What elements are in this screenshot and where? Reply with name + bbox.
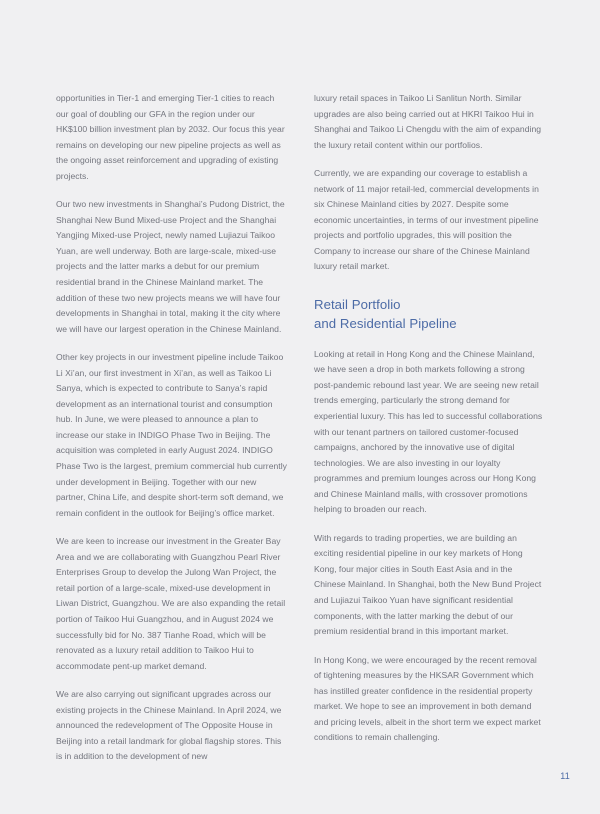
paragraph: We are also carrying out significant upgrades across our existing projects in the Chinese Mainland. In April 2024, we announced the redevelopment of The Opposite House in Beijing into a retail landmark for global flagship stores. This is in addition to the development of new xyxy=(56,689,282,762)
left-text-column xyxy=(56,91,288,765)
paragraph: With regards to trading properties, we are building an exciting residential pipeline in our key markets of Hong Kong, four major cities in South East Asia and in the Chinese Mainland. In Shanghai, both the New Bund Project and Lujiazui Taikoo Yuan have significant residential components, with the latter marking the debut of our premium residential brand in this important market. xyxy=(314,532,542,637)
paragraph: Currently, we are expanding our coverage to establish a network of 11 major retail-led, commercial developments in six Chinese Mainland cities by 2027. Despite some economic uncertainties, in terms of our investment pipeline projects and portfolio upgrades, this will position the Company to increase our share of the Chinese Mainland luxury retail market. xyxy=(314,168,539,272)
two-column-text-layout xyxy=(56,91,545,765)
section-heading-line-2: and Residential Pipeline xyxy=(314,316,457,332)
right-text-column xyxy=(314,91,545,765)
paragraph: opportunities in Tier-1 and emerging Tier-1 cities to reach our goal of doubling our GFA in the region under our HK$100 billion investment plan by 2032. Our focus this year remains on developing our new pipeline projects as well as the ongoing asset reinforcement and upgrading of existing projects. xyxy=(56,93,285,181)
paragraph: luxury retail spaces in Taikoo Li Sanlitun North. Similar upgrades are also being carried out at HKRI Taikoo Hui in Shanghai and Taikoo Li Chengdu with the aim of expanding the luxury retail content within our portfolios. xyxy=(314,93,542,150)
page-number: 11 xyxy=(560,771,570,781)
section-heading xyxy=(314,295,545,334)
section-heading-line-1: Retail Portfolio xyxy=(314,297,401,313)
paragraph: Looking at retail in Hong Kong and the Chinese Mainland, we have seen a drop in both markets following a strong post-pandemic rebound last year. We are seeing new retail trends emerging, particularly the strong demand for experiential luxury. This has led to successful collaborations with our tenant partners on tailored customer-focused campaigns, anchored by the innovative use of digital technologies. We are also investing in our loyalty programmes and premium lounges across our Hong Kong and Chinese Mainland malls, with crossover promotions helping to broaden our reach. xyxy=(314,348,543,515)
paragraph: Other key projects in our investment pipeline include Taikoo Li Xi’an, our first investment in Xi’an, as well as Taikoo Li Sanya, which is expected to contribute to Sanya’s rapid development as an international tourist and consumption hub. In June, we were pleased to announce a plan to increase our stake in INDIGO Phase Two in Beijing. The acquisition was completed in early August 2024. INDIGO Phase Two is the largest, premium commercial hub currently under development in Beijing. Together with our new partner, China Life, and despite short-term soft demand, we remain confident in the outlook for Beijing’s office market. xyxy=(56,352,287,518)
paragraph: Our two new investments in Shanghai’s Pudong District, the Shanghai New Bund Mixed-use Project and the Shanghai Yangjing Mixed-use Project, newly named Lujiazui Taikoo Yuan, are well underway. Both are large-scale, mixed-use projects and the latter marks a debut for our premium residential brand in the Chinese Mainland market. The addition of these two new projects means we will have four developments in Shanghai in total, making it the city where we will have our largest operation in the Chinese Mainland. xyxy=(56,199,285,334)
paragraph: In Hong Kong, we were encouraged by the recent removal of tightening measures by the HKSAR Government which has instilled greater confidence in the residential property market. We hope to see an improvement in both demand and pricing levels, albeit in the short term we expect market conditions to remain challenging. xyxy=(314,654,541,743)
paragraph: We are keen to increase our investment in the Greater Bay Area and we are collaborating with Guangzhou Pearl River Enterprises Group to develop the Julong Wan Project, the retail portion of a large-scale, mixed-use development in Liwan District, Guangzhou. We are also expanding the retail portion of Taikoo Hui Guangzhou, and in August 2024 we successfully bid for No. 387 Tianhe Road, which will be renovated as a luxury retail addition to Taikoo Hui to accommodate pent-up market demand. xyxy=(56,536,286,671)
